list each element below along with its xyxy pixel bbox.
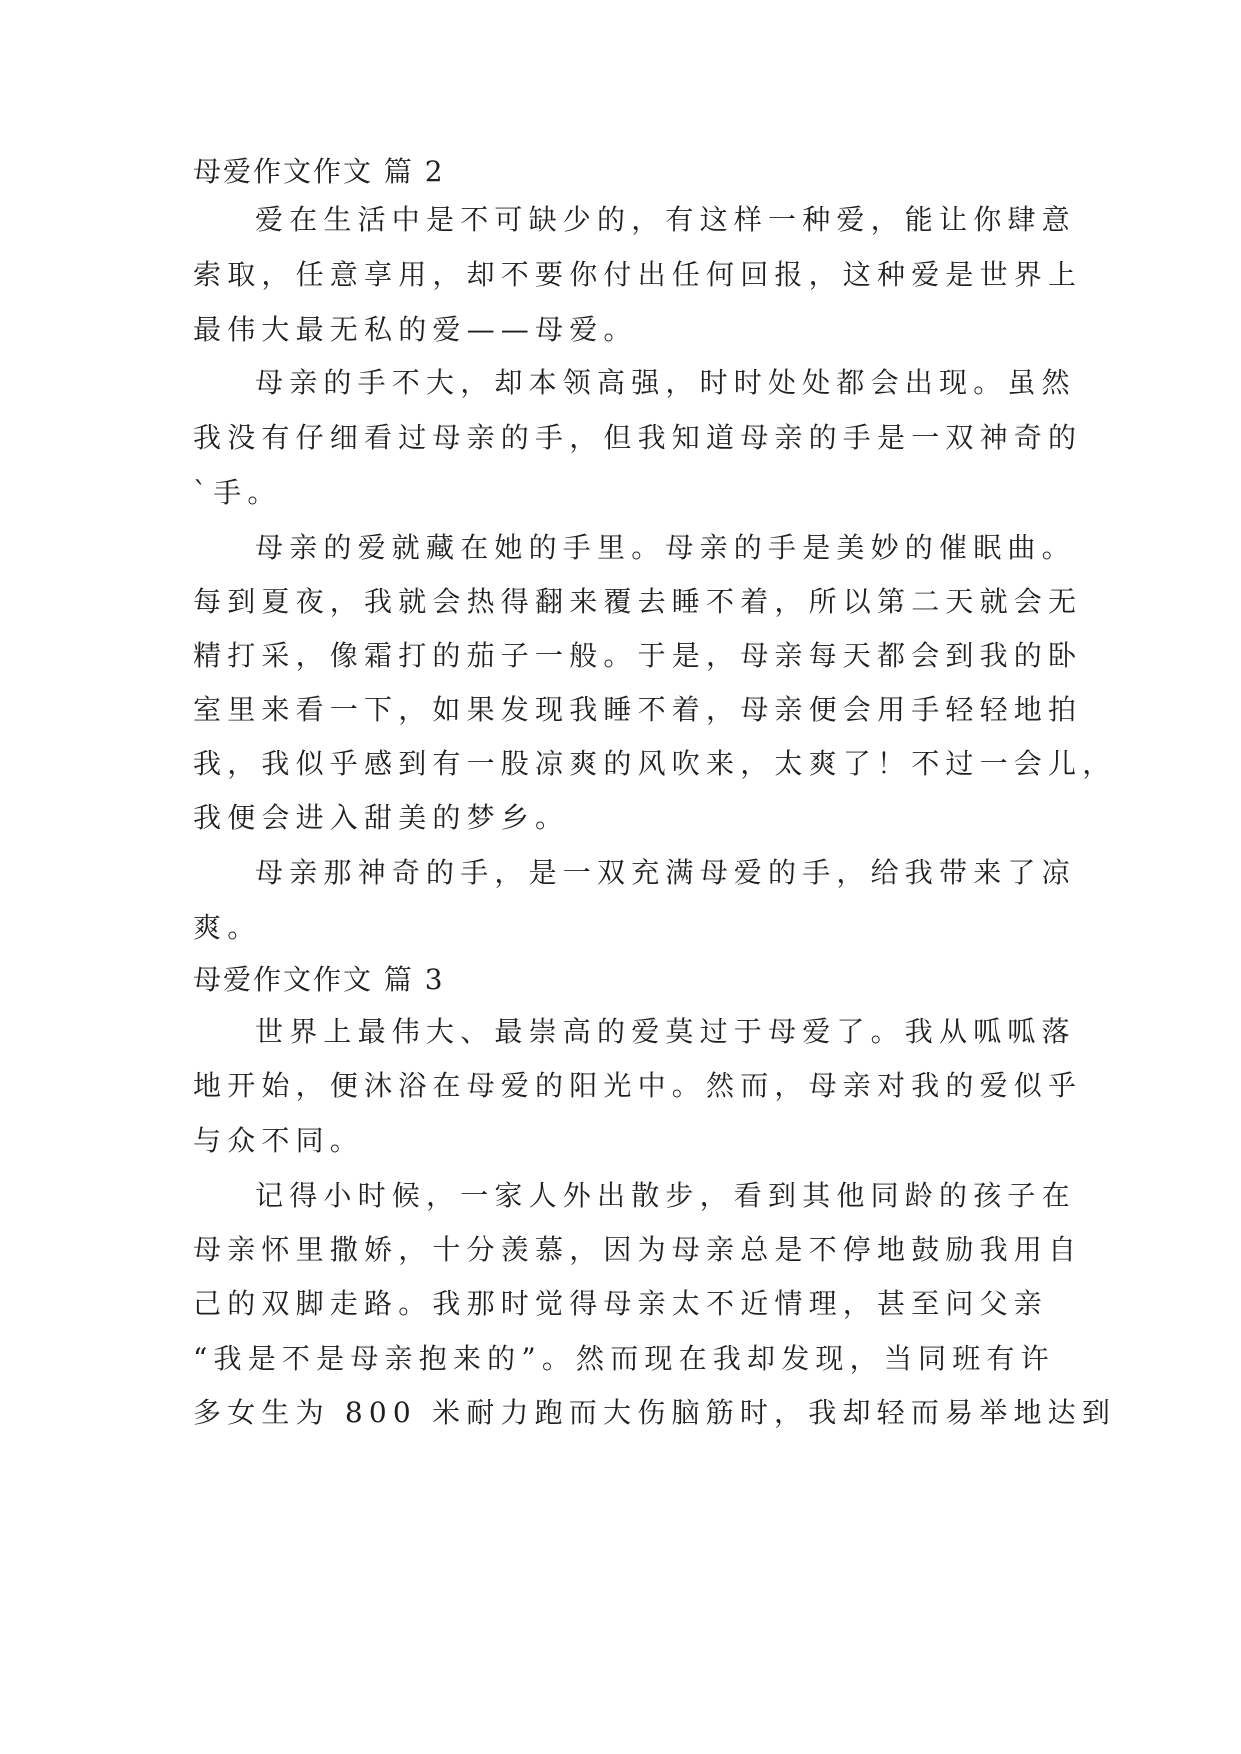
paragraph-line: 地开始，便沐浴在母爱的阳光中。然而，母亲对我的爱似乎 bbox=[193, 1069, 1083, 1102]
paragraph-line: 室里来看一下，如果发现我睡不着，母亲便会用手轻轻地拍 bbox=[193, 693, 1083, 726]
paragraph-line: 精打采，像霜打的茄子一般。于是，母亲每天都会到我的卧 bbox=[193, 639, 1083, 672]
paragraph-line: 母亲的爱就藏在她的手里。母亲的手是美妙的催眠曲。 bbox=[255, 531, 1076, 564]
section-heading: 母爱作文作文 篇 3 bbox=[193, 963, 445, 996]
paragraph-line: 母亲的手不大，却本领高强，时时处处都会出现。虽然 bbox=[255, 366, 1076, 399]
paragraph-line: 己的双脚走路。我那时觉得母亲太不近情理，甚至问父亲 bbox=[193, 1287, 1049, 1320]
paragraph-line: 与众不同。 bbox=[193, 1124, 365, 1157]
paragraph-line: 母亲怀里撒娇，十分羡慕，因为母亲总是不停地鼓励我用自 bbox=[193, 1233, 1083, 1266]
paragraph-line: 世界上最伟大、最崇高的爱莫过于母爱了。我从呱呱落 bbox=[255, 1015, 1076, 1048]
paragraph-line: 爱在生活中是不可缺少的，有这样一种爱，能让你肆意 bbox=[255, 203, 1076, 236]
paragraph-line: 每到夏夜，我就会热得翻来覆去睡不着，所以第二天就会无 bbox=[193, 585, 1083, 618]
paragraph-line: 我，我似乎感到有一股凉爽的风吹来，太爽了！不过一会儿， bbox=[193, 747, 1117, 780]
paragraph-line: 爽。 bbox=[193, 911, 262, 944]
paragraph-line: 多女生为 800 米耐力跑而大伤脑筋时，我却轻而易举地达到 bbox=[193, 1396, 1117, 1429]
paragraph-line: `手。 bbox=[193, 476, 282, 509]
paragraph-line: 我便会进入甜美的梦乡。 bbox=[193, 801, 570, 834]
paragraph-line: 最伟大最无私的爱——母爱。 bbox=[193, 313, 638, 346]
paragraph-line: 母亲那神奇的手，是一双充满母爱的手，给我带来了凉 bbox=[255, 856, 1076, 889]
section-heading: 母爱作文作文 篇 2 bbox=[193, 155, 445, 188]
paragraph-line: 索取，任意享用，却不要你付出任何回报，这种爱是世界上 bbox=[193, 258, 1083, 291]
paragraph-line: 我没有仔细看过母亲的手，但我知道母亲的手是一双神奇的 bbox=[193, 421, 1083, 454]
paragraph-line: 记得小时候，一家人外出散步，看到其他同龄的孩子在 bbox=[255, 1179, 1076, 1212]
paragraph-line: “我是不是母亲抱来的”。然而现在我却发现，当同班有许 bbox=[193, 1342, 1055, 1375]
